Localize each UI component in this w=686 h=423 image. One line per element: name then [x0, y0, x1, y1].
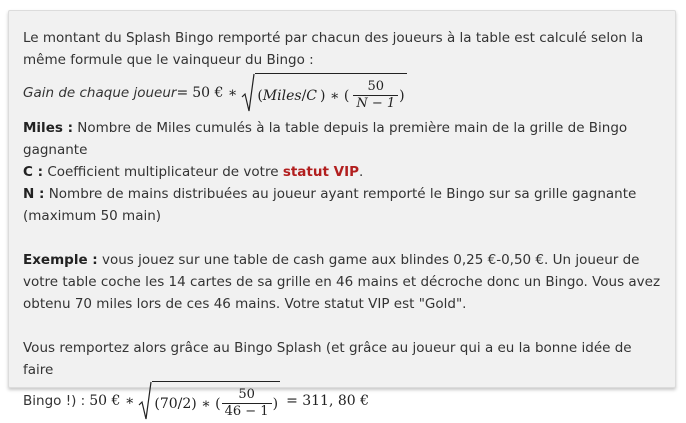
definition-miles — [23, 117, 661, 161]
formula-denominator: N − 1 — [353, 95, 398, 112]
formula-numerator: 50 — [367, 79, 385, 94]
formula-close: ) — [399, 87, 405, 104]
intro-paragraph: Le montant du Splash Bingo remporté par chacun des joueurs à la table est calculé selon la même formule que le vainqueur du Bingo : — [23, 30, 644, 68]
formula-close-mult: ) ∗ ( — [320, 87, 350, 104]
definition-term: N : — [23, 186, 45, 202]
formula-open: ( — [257, 87, 263, 104]
result-line-2: Bingo !) : — [23, 393, 86, 409]
formula-fraction — [353, 79, 398, 112]
definition-term: Miles : — [23, 120, 73, 136]
example-text: vous jouez sur une table de cash game aux blindes 0,25 €-0,50 €. Un joueur de votre table coche les 14 cartes de sa grille en 46 mains et décroche donc un Bingo. Vous avez obtenu 70 miles lors de ces 46 mains. Votre statut VIP est "Gold". — [23, 252, 661, 312]
result-amount: 50 € ∗ — [89, 393, 135, 409]
statut-vip-link[interactable]: statut VIP — [282, 164, 359, 180]
spacer — [23, 227, 661, 249]
sqrt-radical-icon — [241, 73, 255, 113]
formula-c: C — [306, 87, 317, 104]
sqrt-radical-icon — [138, 381, 152, 421]
definition-text: Coefficient multiplicateur de votre — [47, 164, 279, 180]
definition-c — [23, 161, 661, 183]
result-denominator: 46 − 1 — [222, 403, 272, 420]
result-fraction — [222, 387, 272, 420]
formula-radicand — [255, 73, 406, 113]
content-card — [8, 10, 676, 419]
formula-label: Gain de chaque joueur — [23, 85, 177, 101]
example-term: Exemple : — [23, 252, 98, 268]
result-numerator: 50 — [238, 387, 255, 402]
formula-sqrt — [241, 73, 406, 113]
result-line-1: Vous remportez alors grâce au Bingo Splash (et grâce au joueur qui a eu la bonne idée de faire — [23, 340, 632, 378]
formula-slash: / — [301, 87, 307, 104]
formula-eq: = — [176, 85, 189, 101]
definition-text: Nombre de mains distribuées au joueur ayant remporté le Bingo sur sa grille gagnante (maximum 50 main) — [23, 186, 637, 224]
result-formula — [23, 379, 661, 423]
result-close: ) — [272, 395, 279, 412]
result-inner: (70/2) ∗ ( — [154, 395, 221, 412]
definition-text: Nombre de Miles cumulés à la table depuis la première main de la grille de Bingo gagnante — [23, 120, 628, 158]
result-radicand — [152, 381, 280, 421]
result-equals: = 311, 80 € — [286, 393, 370, 409]
gain-formula — [23, 71, 661, 115]
definition-after: . — [359, 164, 364, 180]
result-sqrt — [138, 381, 280, 421]
definition-n — [23, 183, 661, 227]
formula-amount: 50 € ∗ — [192, 85, 238, 101]
definition-term: C : — [23, 164, 44, 180]
formula-miles: Miles — [262, 87, 302, 104]
spacer — [23, 315, 661, 337]
example-paragraph — [23, 249, 661, 315]
